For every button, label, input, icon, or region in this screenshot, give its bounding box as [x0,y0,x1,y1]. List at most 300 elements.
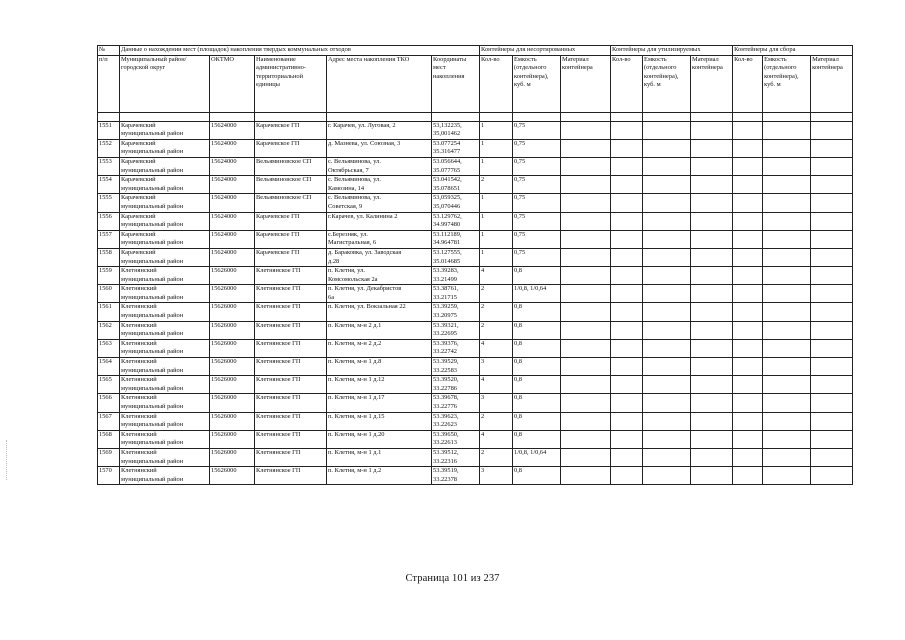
row-district-text: муниципальный район [121,275,184,283]
row-capacity-collection [763,176,811,194]
row-address-text: п. Клетня, ул. Декабристов [328,285,402,293]
page-number: Страница 101 из 237 [405,573,500,584]
row-num-text: 1553 [99,157,112,165]
row-district-text: Карачевский [121,230,156,238]
row-address-text: п. Клетня, м-н 1 д.17 [328,394,385,402]
row-material [561,230,611,248]
row-coords [432,339,480,357]
row-capacity-text: 0,8 [514,394,523,402]
row-coords-text: 33.22613 [433,439,457,447]
row-district-text: Клетнянский [121,394,157,402]
row-oktmo-text: 15626000 [211,321,237,329]
row-admin-unit [255,394,327,412]
table-row [98,448,853,466]
row-coords-text: 53.056644, [433,157,462,165]
row-oktmo [210,467,255,485]
row-address-text: г.Карачев, ул. Калинина 2 [328,212,398,220]
row-address [327,321,432,339]
row-capacity [513,430,561,448]
row-material-recycled [691,303,733,321]
row-address [327,121,432,139]
row-qty-recycled [611,394,643,412]
row-qty-collection [733,230,763,248]
row-district [120,157,210,175]
row-qty [480,376,513,394]
row-oktmo-text: 15624000 [211,212,237,220]
row-oktmo-text: 15624000 [211,139,237,147]
row-material-recycled [691,157,733,175]
row-coords-text: 53,059325, [433,194,462,202]
row-num-text: 1561 [99,303,112,311]
row-num [98,358,120,376]
table-row [98,339,853,357]
row-district-text: Клетнянский [121,303,157,311]
row-address-text: с. Вельяминова, ул. [328,176,381,184]
row-capacity-text: 0,8 [514,376,523,384]
row-address [327,267,432,285]
row-capacity [513,267,561,285]
row-admin-unit [255,139,327,157]
row-material-recycled [691,430,733,448]
row-qty-recycled [611,358,643,376]
row-capacity-recycled [643,157,691,175]
row-material-recycled [691,358,733,376]
row-qty-text: 1 [481,157,485,165]
row-admin-unit [255,121,327,139]
header-qty-collection: Кол-во [733,55,763,112]
row-admin-unit-text: Карачевское ГП [256,212,300,220]
table-row [98,139,853,157]
row-capacity-text: 0,8 [514,430,523,438]
table-row [98,121,853,139]
row-admin-unit-text: Клетнянское ГП [256,267,301,275]
row-qty-recycled [611,157,643,175]
row-address [327,339,432,357]
row-qty-collection [733,212,763,230]
row-material-collection [811,376,853,394]
table-row [98,267,853,285]
row-material [561,376,611,394]
row-address-text: с. Вельяминова, ул. [328,194,381,202]
row-num [98,376,120,394]
row-district [120,430,210,448]
row-district-text: муниципальный район [121,475,184,483]
row-qty-recycled [611,412,643,430]
row-num-text: 1556 [99,212,112,220]
row-address-text: д. Бараковка, ул. Заводская [328,248,402,256]
row-material-collection [811,285,853,303]
row-admin-unit-text: Клетнянское ГП [256,394,301,402]
row-district-text: муниципальный район [121,130,184,138]
row-num-text: 1569 [99,448,112,456]
row-admin-unit [255,212,327,230]
row-oktmo [210,358,255,376]
header-num-pp: п/п [98,55,120,112]
row-qty [480,139,513,157]
row-num [98,339,120,357]
row-admin-unit-text: Карачевское ГП [256,230,300,238]
row-num-text: 1555 [99,194,112,202]
row-num [98,248,120,266]
row-material-collection [811,467,853,485]
row-oktmo-text: 15626000 [211,267,237,275]
row-district-text: Клетнянский [121,412,157,420]
row-district-text: муниципальный район [121,166,184,174]
row-num-text: 1565 [99,376,112,384]
row-district-text: Клетнянский [121,430,157,438]
row-address-text: п. Клетня, м-н 1 д.12 [328,376,385,384]
row-district [120,394,210,412]
row-capacity-recycled [643,376,691,394]
header-district: Муниципальный район/городской округ [120,55,210,112]
row-material-collection [811,448,853,466]
row-district [120,248,210,266]
row-material-collection [811,267,853,285]
row-admin-unit [255,321,327,339]
row-coords-text: 53.39283, [433,267,459,275]
row-qty-collection [733,176,763,194]
row-capacity [513,467,561,485]
row-coords-text: 33.22583 [433,366,457,374]
row-address [327,176,432,194]
row-capacity-text: 0,75 [514,248,526,256]
row-capacity-recycled [643,248,691,266]
row-district-text: Клетнянский [121,448,157,456]
row-num-text: 1559 [99,267,112,275]
row-oktmo-text: 15626000 [211,376,237,384]
row-qty [480,358,513,376]
row-capacity-text: 0,8 [514,321,523,329]
row-oktmo [210,376,255,394]
row-capacity-text: 1/0,8, 1/0,64 [514,285,547,293]
row-qty [480,412,513,430]
row-qty-text: 3 [481,394,485,402]
row-coords-text: 35.077765 [433,166,461,174]
row-district-text: муниципальный район [121,239,184,247]
row-coords-text: 33.21715 [433,293,457,301]
table-row [98,194,853,212]
row-address [327,467,432,485]
header-spacer-row [98,112,853,121]
row-capacity-recycled [643,121,691,139]
row-oktmo-text: 15626000 [211,467,237,475]
row-address [327,358,432,376]
table-row [98,467,853,485]
header-address: Адрес места накопления ТКО [327,55,432,112]
row-address-text: п. Клетня, м-н 1 д.1 [328,448,382,456]
row-address-text: п. Клетня, м-н 2 д.2 [328,339,382,347]
row-material [561,339,611,357]
row-district-text: Клетнянский [121,267,157,275]
row-admin-unit [255,430,327,448]
row-material-recycled [691,194,733,212]
row-admin-unit [255,339,327,357]
row-material [561,139,611,157]
row-capacity-collection [763,467,811,485]
header-capacity-recycled: Ем​кость (отдельного контейнера), куб. м [643,55,691,112]
row-num [98,412,120,430]
row-district [120,339,210,357]
row-oktmo [210,248,255,266]
row-material [561,303,611,321]
row-district-text: муниципальный район [121,384,184,392]
row-capacity-collection [763,194,811,212]
scan-edge-marks [6,440,9,480]
row-oktmo [210,448,255,466]
row-district-text: Карачевский [121,194,156,202]
row-material [561,157,611,175]
row-capacity-collection [763,230,811,248]
row-qty-recycled [611,467,643,485]
row-qty-recycled [611,321,643,339]
row-capacity [513,448,561,466]
row-address-text: Комсомольская 2а [328,275,378,283]
row-oktmo-text: 15626000 [211,285,237,293]
row-qty-text: 1 [481,121,485,129]
row-capacity-collection [763,157,811,175]
row-oktmo [210,430,255,448]
row-material [561,430,611,448]
row-capacity [513,376,561,394]
row-capacity-collection [763,121,811,139]
row-coords [432,303,480,321]
row-qty-collection [733,412,763,430]
row-capacity-collection [763,285,811,303]
row-district-text: муниципальный район [121,439,184,447]
row-capacity-recycled [643,303,691,321]
row-coords-text: 53.39520, [433,376,459,384]
header-group-unsorted: Контейнеры для несортированных [480,46,611,56]
table-row [98,285,853,303]
row-coords [432,176,480,194]
row-material-recycled [691,176,733,194]
row-capacity-recycled [643,212,691,230]
row-qty-collection [733,394,763,412]
row-oktmo [210,285,255,303]
row-district [120,285,210,303]
row-admin-unit-text: Клетнянское ГП [256,376,301,384]
row-material [561,176,611,194]
row-oktmo-text: 15626000 [211,430,237,438]
row-capacity [513,157,561,175]
row-num [98,230,120,248]
row-qty-recycled [611,448,643,466]
row-material [561,358,611,376]
row-oktmo [210,394,255,412]
row-qty-recycled [611,430,643,448]
row-material-collection [811,412,853,430]
row-capacity-recycled [643,194,691,212]
row-coords-text: 35.316477 [433,148,461,156]
row-capacity-recycled [643,412,691,430]
row-qty [480,448,513,466]
row-capacity-collection [763,412,811,430]
row-num-text: 1570 [99,467,112,475]
row-material-collection [811,339,853,357]
row-capacity-text: 0,75 [514,139,526,147]
row-capacity-text: 0,75 [514,121,526,129]
table-row [98,412,853,430]
row-admin-unit-text: Вельяминовское СП [256,194,312,202]
header-oktmo: ОКТМО [210,55,255,112]
row-oktmo-text: 15624000 [211,121,237,129]
row-num [98,448,120,466]
row-capacity-text: 0,75 [514,176,526,184]
row-material [561,121,611,139]
row-coords-text: 53.127555, [433,248,462,256]
row-admin-unit [255,267,327,285]
row-material-recycled [691,394,733,412]
row-capacity-text: 0,75 [514,194,526,202]
row-capacity-collection [763,303,811,321]
row-capacity [513,121,561,139]
row-coords [432,285,480,303]
row-address-text: 6а [328,293,335,301]
row-district [120,321,210,339]
row-capacity-recycled [643,267,691,285]
row-district-text: муниципальный район [121,457,184,465]
row-qty-recycled [611,121,643,139]
header-num: № [98,46,120,56]
row-coords-text: 53.077254 [433,139,461,147]
row-district [120,376,210,394]
row-oktmo-text: 15626000 [211,394,237,402]
row-qty-text: 2 [481,285,485,293]
row-capacity-text: 0,8 [514,339,523,347]
row-qty [480,267,513,285]
row-coords [432,412,480,430]
row-oktmo-text: 15626000 [211,412,237,420]
row-qty-collection [733,339,763,357]
row-capacity [513,194,561,212]
row-admin-unit-text: Карачевское ГП [256,139,300,147]
row-admin-unit-text: Клетнянское ГП [256,339,301,347]
row-qty [480,212,513,230]
row-address-text: п. Клетня, м-н 1 д.2 [328,467,382,475]
row-capacity-text: 1/0,8, 1/0,64 [514,448,547,456]
row-qty-text: 4 [481,267,485,275]
row-admin-unit [255,176,327,194]
row-admin-unit [255,412,327,430]
row-district-text: муниципальный район [121,421,184,429]
row-num-text: 1554 [99,176,112,184]
row-district-text: Карачевский [121,176,156,184]
row-num [98,430,120,448]
row-coords-text: 33.22623 [433,421,457,429]
row-district-text: Клетнянский [121,321,157,329]
row-oktmo [210,321,255,339]
row-district [120,194,210,212]
table-row [98,430,853,448]
row-capacity-collection [763,339,811,357]
row-qty [480,285,513,303]
row-admin-unit-text: Клетнянское ГП [256,430,301,438]
row-qty-recycled [611,176,643,194]
row-num [98,176,120,194]
row-address-text: п. Клетня, м-н 1 д.8 [328,358,382,366]
row-admin-unit [255,194,327,212]
header-admin-unit: Наименование административно-территориальной единицы [255,55,327,112]
row-qty-text: 1 [481,248,485,256]
row-oktmo [210,412,255,430]
row-material-recycled [691,321,733,339]
row-oktmo [210,339,255,357]
row-num-text: 1557 [99,230,112,238]
row-material-collection [811,358,853,376]
table-row [98,230,853,248]
row-qty-collection [733,157,763,175]
row-coords-text: 53.39623, [433,412,459,420]
row-capacity-text: 0,75 [514,157,526,165]
row-capacity [513,303,561,321]
row-oktmo [210,303,255,321]
row-oktmo-text: 15624000 [211,230,237,238]
table-body [98,121,853,485]
row-coords-text: 33.22695 [433,330,457,338]
row-capacity-recycled [643,176,691,194]
row-address [327,285,432,303]
row-coords-text: 33.22378 [433,475,457,483]
row-address-text: п. Клетня, ул. Вокзальная 22 [328,303,406,311]
header-capacity-unsorted: Емкость (отдельного контейнера), куб. м [513,55,561,112]
row-address-text: с.Березняк, ул. [328,230,368,238]
row-coords-text: 33.20975 [433,312,457,320]
row-capacity-text: 0,75 [514,212,526,220]
row-num-text: 1552 [99,139,112,147]
row-district-text: муниципальный район [121,148,184,156]
row-admin-unit [255,467,327,485]
row-qty [480,303,513,321]
row-material-collection [811,157,853,175]
row-capacity-collection [763,212,811,230]
row-admin-unit-text: Карачевское ГП [256,121,300,129]
row-capacity [513,321,561,339]
row-district-text: Карачевский [121,139,156,147]
row-capacity-recycled [643,358,691,376]
row-qty [480,248,513,266]
row-admin-unit [255,448,327,466]
row-address [327,212,432,230]
row-material [561,412,611,430]
row-coords-text: 53.39529, [433,358,459,366]
row-oktmo [210,230,255,248]
row-address-text: Октябрьская, 7 [328,166,369,174]
table-row [98,303,853,321]
row-capacity-recycled [643,467,691,485]
row-qty [480,230,513,248]
row-num [98,394,120,412]
row-district [120,176,210,194]
row-admin-unit [255,157,327,175]
row-district-text: Карачевский [121,157,156,165]
row-material-collection [811,321,853,339]
row-material-recycled [691,412,733,430]
row-district-text: муниципальный район [121,348,184,356]
row-district [120,139,210,157]
row-coords-text: 53.39519, [433,467,459,475]
row-material-collection [811,303,853,321]
row-capacity-recycled [643,430,691,448]
row-district [120,303,210,321]
row-qty-collection [733,285,763,303]
row-material-collection [811,394,853,412]
row-district [120,448,210,466]
table-row [98,176,853,194]
row-coords [432,376,480,394]
row-qty-text: 2 [481,176,485,184]
table-row [98,248,853,266]
row-num-text: 1566 [99,394,112,402]
